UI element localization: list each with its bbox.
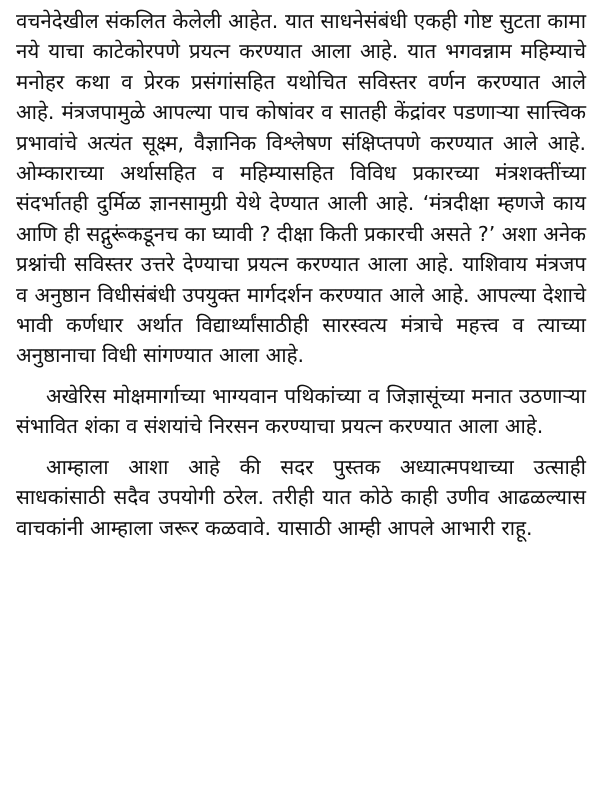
paragraph-1: वचनेदेखील संकलित केलेली आहेत. यात साधनेसंबंधी एकही गोष्ट सुटता कामा नये याचा काटेकोरपणे प्रयत्न करण्यात आला आहे. यात भगवन्नाम महिम्याचे मनोहर कथा व प्रेरक प्रसंगांसहित यथोचित सविस्तर वर्णन करण्यात आले आहे. मंत्रजपामुळे आपल्या पाच कोषांवर व सातही केंद्रांवर पडणाऱ्या सात्त्विक प्रभावांचे अत्यंत सूक्ष्म, वैज्ञानिक विश्लेषण संक्षिप्तपणे करण्यात आले आहे. ओम्काराच्या अर्थासहित व महिम्यासहित विविध प्रकारच्या मंत्रशक्तींच्या संदर्भातही दुर्मिळ ज्ञानसामुग्री येथे देण्यात आली आहे. ‘मंत्रदीक्षा म्हणजे काय आणि ही सद्गुरूंकडूनच का घ्यावी ? दीक्षा किती प्रकारची असते ?’ अशा अनेक प्रश्नांची सविस्तर उत्तरे देण्याचा प्रयत्न करण्यात आला आहे. याशिवाय मंत्रजप व अनुष्ठान विधीसंबंधी उपयुक्त मार्गदर्शन करण्यात आले आहे. आपल्या देशाचे भावी कर्णधार अर्थात विद्यार्थ्यांसाठीही सारस्वत्य मंत्राचे महत्त्व व त्याच्या अनुष्ठानाचा विधी सांगण्यात आला आहे. <box>16 9 586 368</box>
paragraph-2: अखेरिस मोक्षमार्गाच्या भाग्यवान पथिकांच्या व जिज्ञासूंच्या मनात उठणाऱ्या संभावित शंका व संशयांचे निरसन करण्याचा प्रयत्न करण्यात आला आहे. <box>16 383 586 439</box>
paragraph-3: आम्हाला आशा आहे की सदर पुस्तक अध्यात्मपथाच्या उत्साही साधकांसाठी सदैव उपयोगी ठरेल. तरीही यात कोठे काही उणीव आढळल्यास वाचकांनी आम्हाला जरूर कळवावे. यासाठी आम्ही आपले आभारी राहू. <box>16 454 586 540</box>
